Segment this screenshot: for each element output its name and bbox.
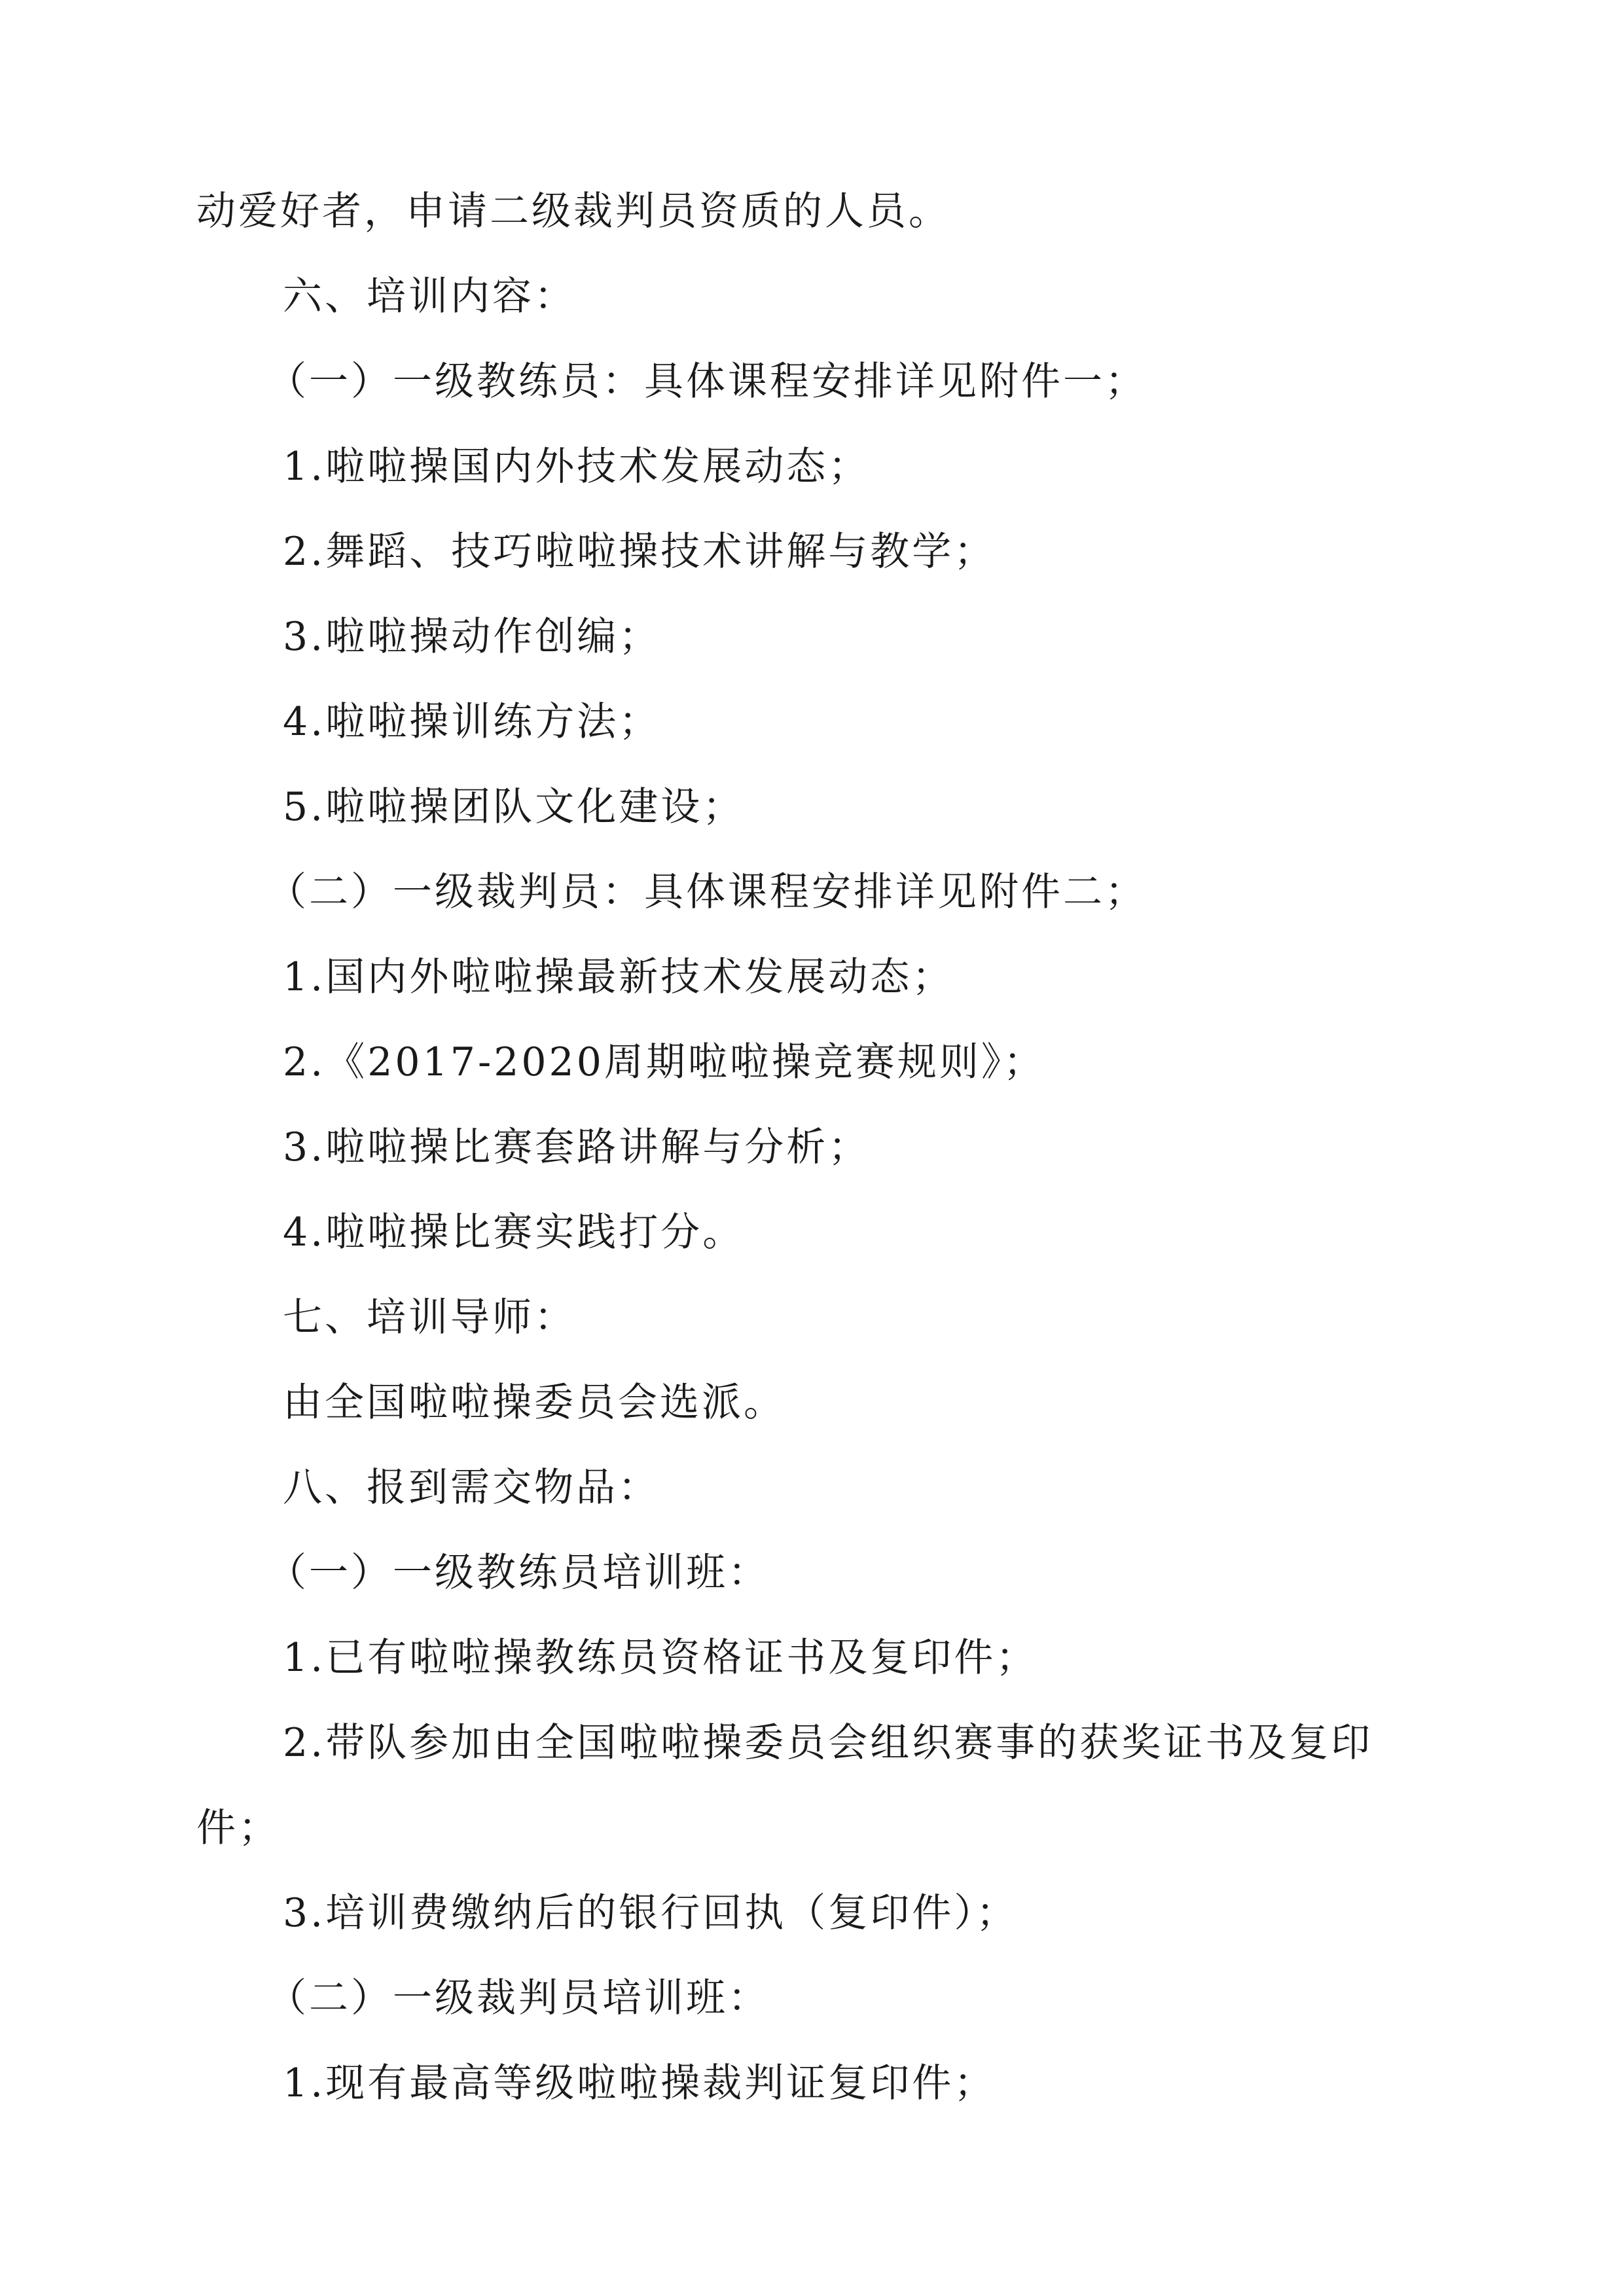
list-item: 1.啦啦操国内外技术发展动态；	[283, 444, 871, 490]
section-heading-training-content: 六、培训内容：	[283, 274, 576, 319]
subsection-heading-referee: （二）一级裁判员：具体课程安排详见附件二；	[267, 869, 1147, 915]
list-item: 3.啦啦操动作创编；	[283, 614, 661, 660]
section-heading-instructors: 七、培训导师：	[283, 1295, 576, 1340]
list-item: 2.舞蹈、技巧啦啦操技术讲解与教学；	[283, 529, 996, 575]
list-item: 2.《2017-2020周期啦啦操竞赛规则》；	[283, 1039, 1045, 1085]
subsection-heading-referee-class: （二）一级裁判员培训班：	[267, 1975, 770, 2021]
subsection-heading-coach: （一）一级教练员：具体课程安排详见附件一；	[267, 359, 1147, 404]
list-item: 2.带队参加由全国啦啦操委员会组织赛事的获奖证书及复印	[283, 1720, 1373, 1766]
list-item: 3.啦啦操比赛套路讲解与分析；	[283, 1124, 871, 1170]
list-item-continuation: 件；	[196, 1805, 280, 1851]
list-item: 1.现有最高等级啦啦操裁判证复印件；	[283, 2060, 996, 2106]
list-item: 4.啦啦操训练方法；	[283, 699, 661, 745]
list-item: 3.培训费缴纳后的银行回执（复印件）；	[283, 1890, 1019, 1936]
paragraph-line: 由全国啦啦操委员会选派。	[283, 1380, 785, 1426]
list-item: 1.国内外啦啦操最新技术发展动态；	[283, 954, 954, 1000]
list-item: 4.啦啦操比赛实践打分。	[283, 1210, 745, 1255]
paragraph-continuation-line: 动爱好者，申请二级裁判员资质的人员。	[196, 188, 950, 234]
document-body	[196, 169, 1479, 2126]
section-heading-required-items: 八、报到需交物品：	[283, 1465, 660, 1511]
list-item: 5.啦啦操团队文化建设；	[283, 784, 745, 830]
subsection-heading-coach-class: （一）一级教练员培训班：	[267, 1550, 770, 1596]
list-item: 1.已有啦啦操教练员资格证书及复印件；	[283, 1635, 1038, 1681]
